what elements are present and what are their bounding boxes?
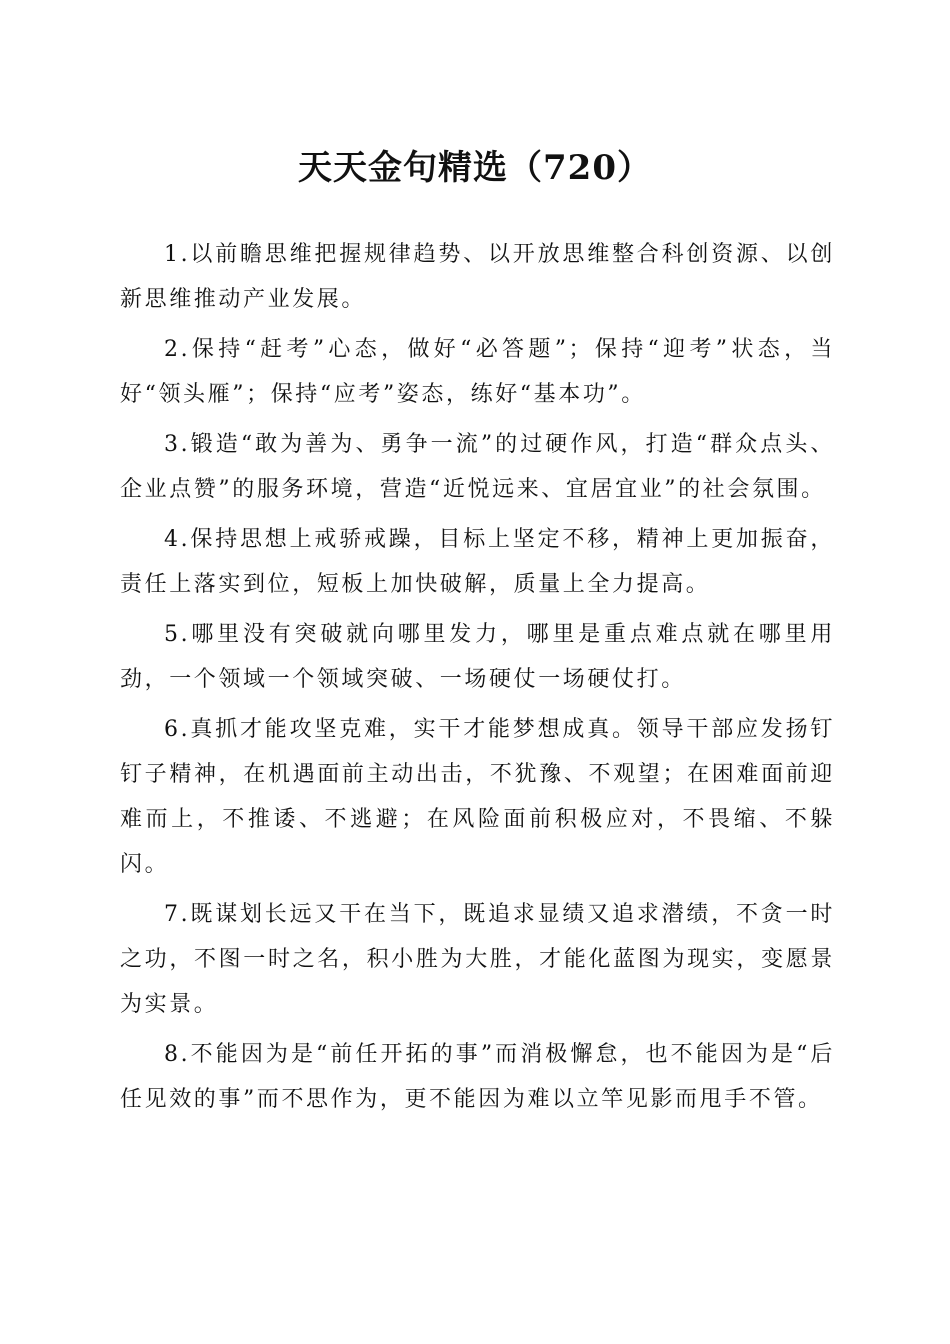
page-title: 天天金句精选（720） <box>298 148 652 188</box>
quote-paragraph-3: 3.锻造“敢为善为、勇争一流”的过硬作风，打造“群众点头、企业点赞”的服务环境，营造“近悦远来、宜居宜业”的社会氛围。 <box>120 432 835 502</box>
quote-paragraph-1: 1.以前瞻思维把握规律趋势、以开放思维整合科创资源、以创新思维推动产业发展。 <box>120 242 835 312</box>
quote-paragraph-6: 6.真抓才能攻坚克难，实干才能梦想成真。领导干部应发扬钉钉子精神，在机遇面前主动出击，不犹豫、不观望；在困难面前迎难而上，不推诿、不逃避；在风险面前积极应对，不畏缩、不躲闪。 <box>120 717 835 877</box>
quote-paragraph-7: 7.既谋划长远又干在当下，既追求显绩又追求潜绩，不贪一时之功，不图一时之名，积小胜为大胜，才能化蓝图为现实，变愿景为实景。 <box>120 902 835 1017</box>
quote-paragraph-8: 8.不能因为是“前任开拓的事”而消极懈怠，也不能因为是“后任见效的事”而不思作为，更不能因为难以立竿见影而甩手不管。 <box>120 1042 835 1112</box>
quote-paragraph-4: 4.保持思想上戒骄戒躁，目标上坚定不移，精神上更加振奋，责任上落实到位，短板上加快破解，质量上全力提高。 <box>120 527 835 597</box>
quote-paragraph-2: 2.保持“赶考”心态，做好“必答题”；保持“迎考”状态，当好“领头雁”；保持“应考”姿态，练好“基本功”。 <box>120 337 835 407</box>
quote-paragraph-5: 5.哪里没有突破就向哪里发力，哪里是重点难点就在哪里用劲，一个领域一个领域突破、一场硬仗一场硬仗打。 <box>120 622 835 692</box>
quote-list <box>120 232 835 1127</box>
